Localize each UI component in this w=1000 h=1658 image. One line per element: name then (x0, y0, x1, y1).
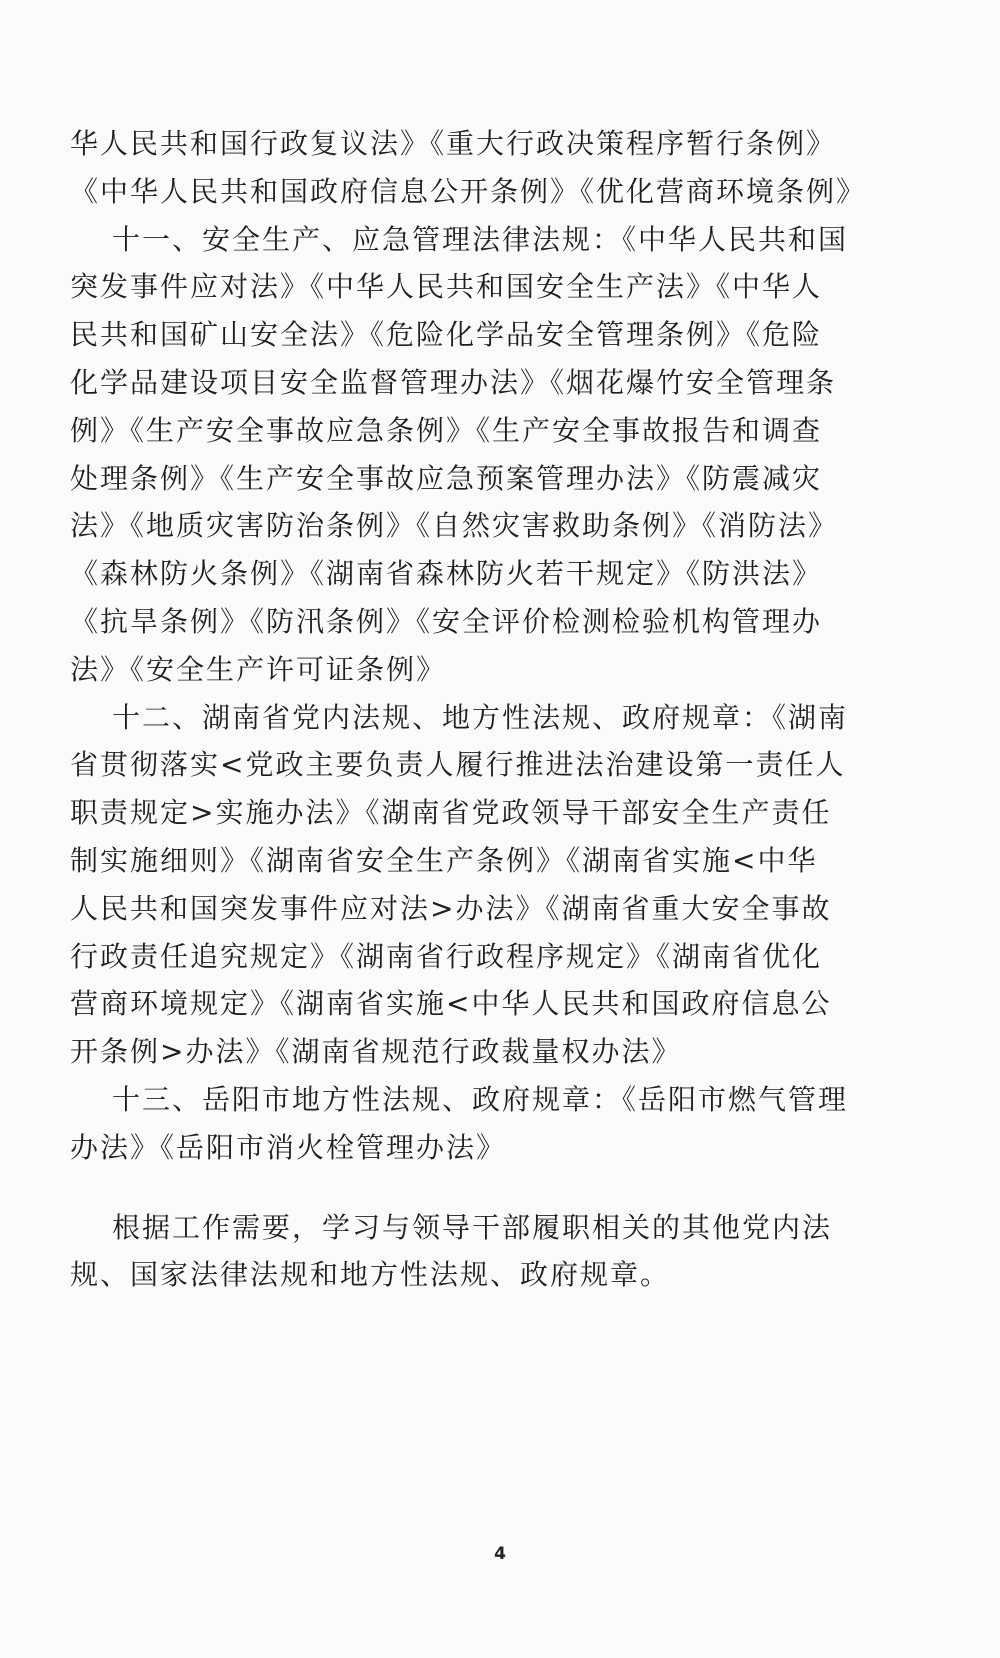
section-heading-12: 十二、湖南省党内法规、地方性法规、政府规章：《湖南 (112, 700, 849, 734)
text-line: 省贯彻落实<党政主要负责人履行推进法治建设第一责任人 (70, 748, 846, 782)
text-line: 人民共和国突发事件应对法>办法》《湖南省重大安全事故 (70, 891, 832, 925)
text-line: 营商环境规定》《湖南省实施<中华人民共和国政府信息公 (70, 987, 832, 1021)
text-line: 办法》《岳阳市消火栓管理办法》 (70, 1130, 507, 1164)
page-number: 4 (494, 1544, 506, 1564)
text-line: 规、国家法律法规和地方性法规、政府规章。 (70, 1258, 671, 1292)
body-text (70, 120, 910, 1299)
text-line: 《中华人民共和国政府信息公开条例》《优化营商环境条例》 (70, 174, 867, 208)
text-line: 处理条例》《生产安全事故应急预案管理办法》《防震减灾 (70, 461, 823, 495)
text-line: 突发事件应对法》《中华人民共和国安全生产法》《中华人 (70, 270, 823, 304)
text-line: 例》《生产安全事故应急条例》《生产安全事故报告和调查 (70, 413, 823, 447)
text-line: 民共和国矿山安全法》《危险化学品安全管理条例》《危险 (70, 318, 823, 352)
text-line: 《抗旱条例》《防汛条例》《安全评价检测检验机构管理办 (70, 604, 823, 638)
text-line: 制实施细则》《湖南省安全生产条例》《湖南省实施<中华 (70, 843, 818, 877)
text-line: 行政责任追究规定》《湖南省行政程序规定》《湖南省优化 (70, 939, 823, 973)
closing-paragraph: 根据工作需要，学习与领导干部履职相关的其他党内法 (112, 1210, 833, 1244)
text-line: 职责规定>实施办法》《湖南省党政领导干部安全生产责任 (70, 796, 832, 830)
text-line: 法》《安全生产许可证条例》 (70, 652, 447, 686)
section-heading-13: 十三、岳阳市地方性法规、政府规章：《岳阳市燃气管理 (112, 1082, 849, 1116)
text-line: 《森林防火条例》《湖南省森林防火若干规定》《防洪法》 (70, 557, 823, 591)
text-line: 化学品建设项目安全监督管理办法》《烟花爆竹安全管理条 (70, 365, 837, 399)
text-line: 法》《地质灾害防治条例》《自然灾害救助条例》《消防法》 (70, 509, 839, 543)
text-line: 华人民共和国行政复议法》《重大行政决策程序暂行条例》 (70, 127, 837, 160)
paragraph-gap (70, 1172, 910, 1204)
section-heading-11: 十一、安全生产、应急管理法律法规：《中华人民共和国 (112, 222, 849, 256)
text-line: 开条例>办法》《湖南省规范行政裁量权办法》 (70, 1035, 682, 1069)
